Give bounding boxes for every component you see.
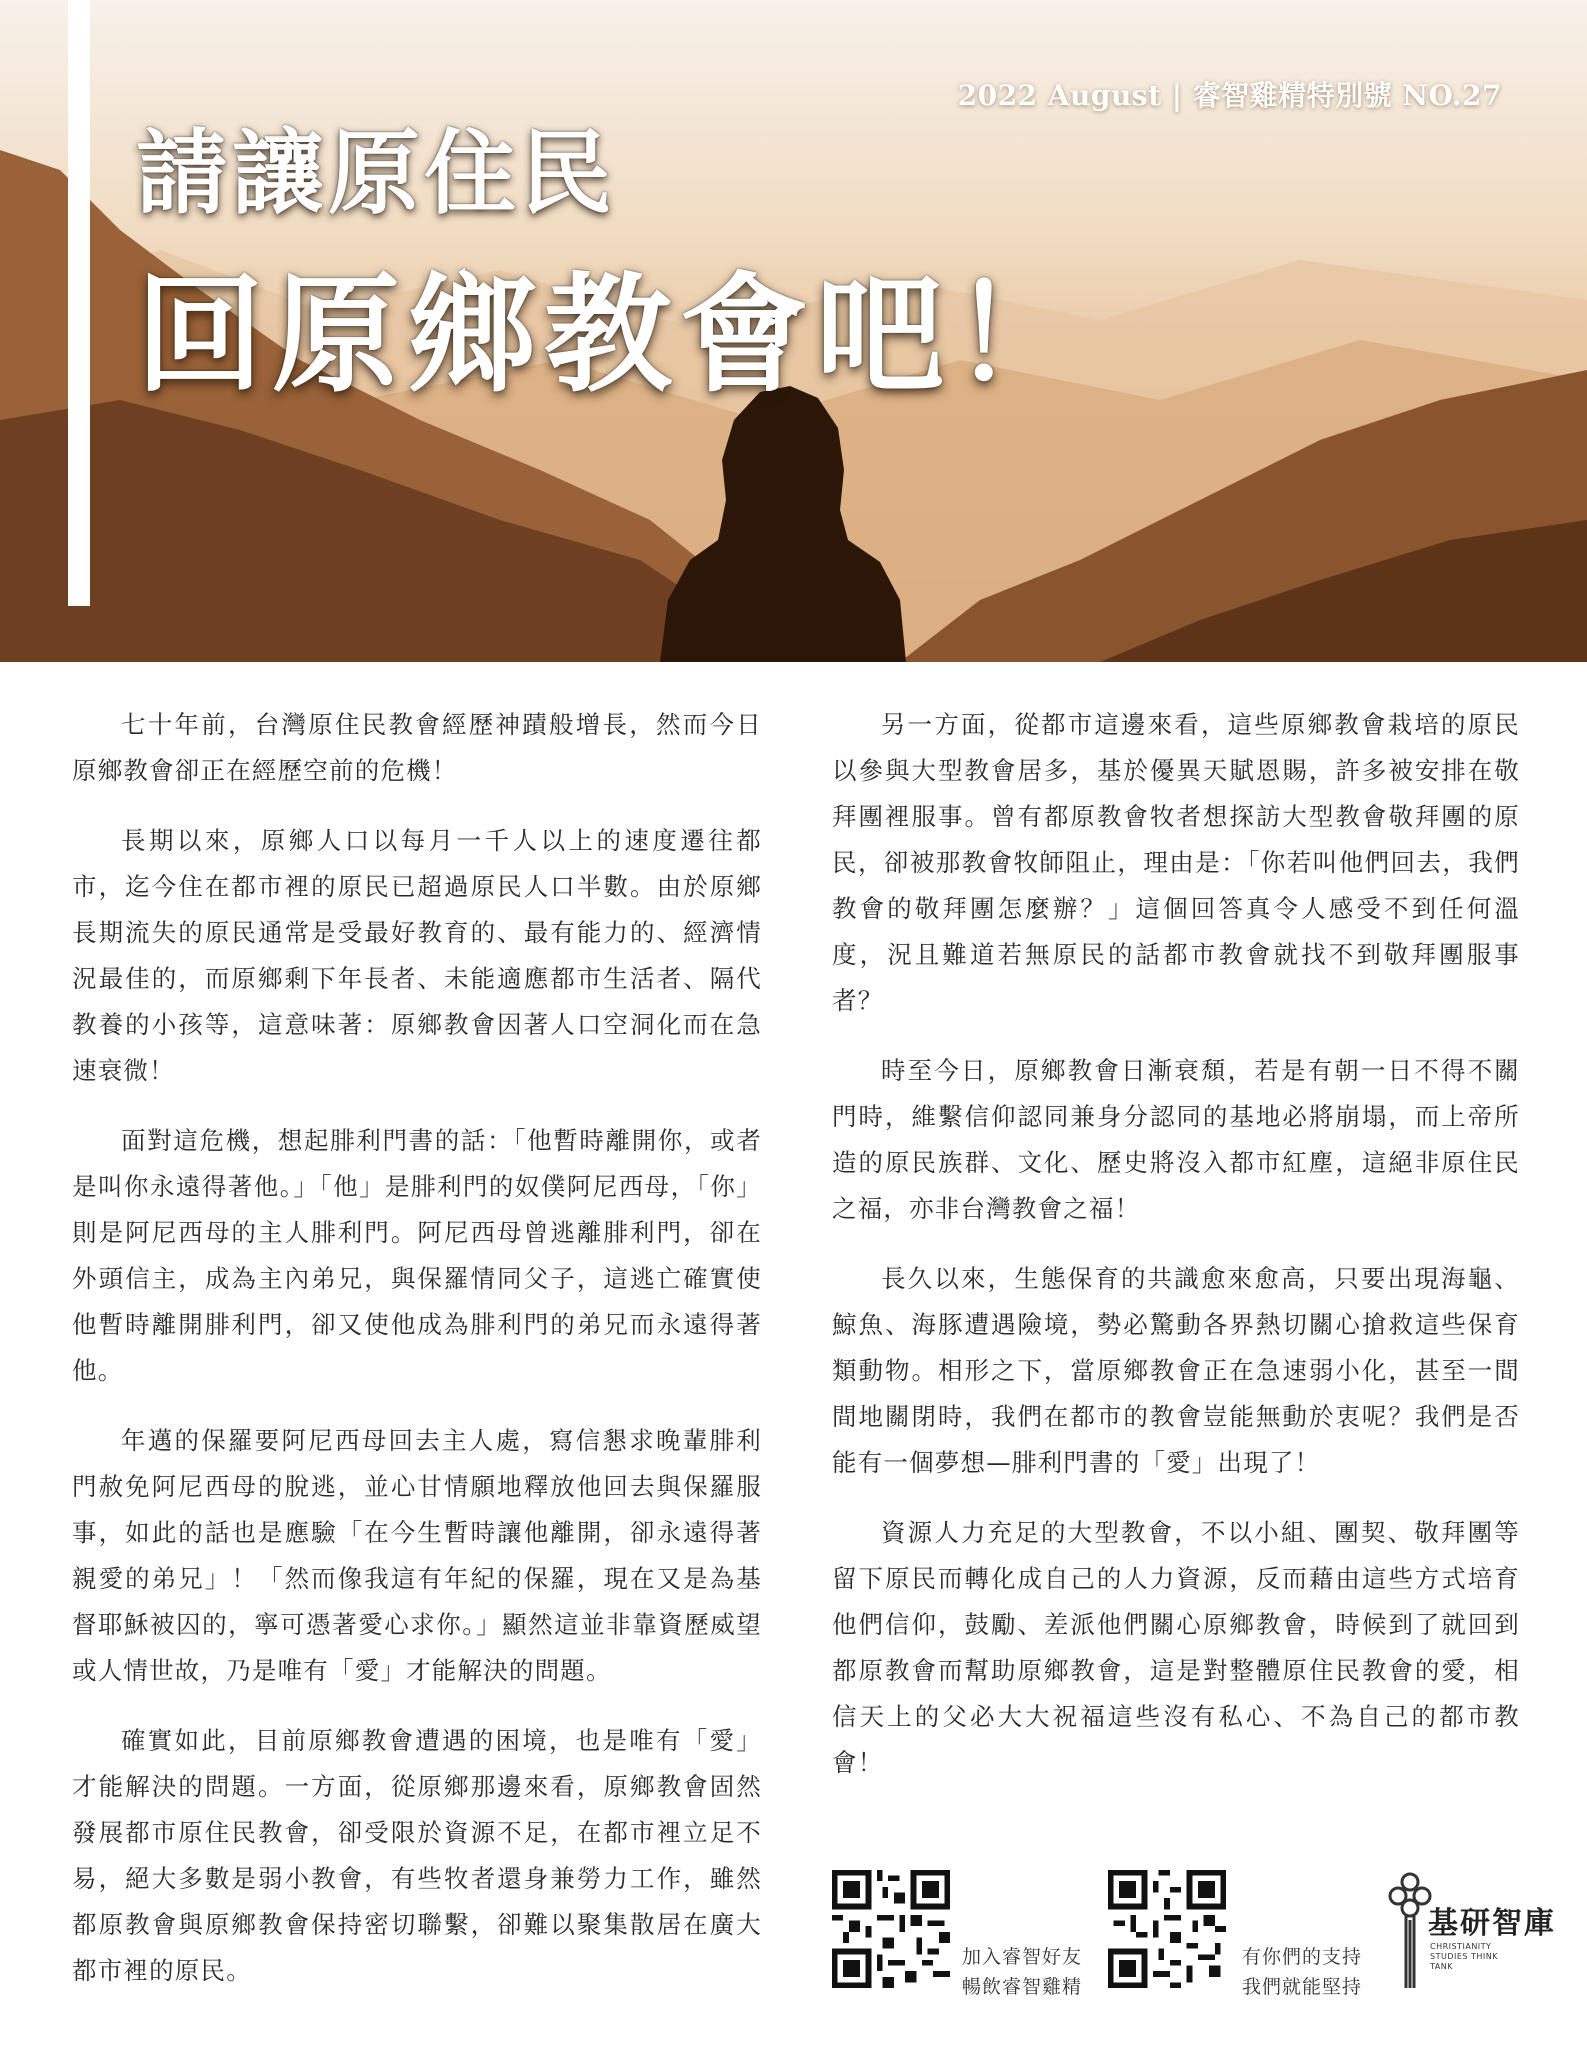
page-title-line-2: 回原鄉教會吧！ (136, 261, 1089, 410)
paragraph: 面對這危機，想起腓利門書的話：「他暫時離開你，或者是叫你永遠得著他。」「他」是腓利門的奴僕阿尼西母，「你」則是阿尼西母的主人腓利門。阿尼西母曾逃離腓利門，卻在外頭信主，成為主內弟兄，與保羅情同父子，這逃亡確實使他暫時離開腓利門，卻又使他成為腓利門的弟兄而永遠得著他。 (72, 1126, 762, 1385)
paragraph: 時至今日，原鄉教會日漸衰頹，若是有朝一日不得不關門時，維繫信仰認同兼身分認同的基地必將崩塌，而上帝所造的原民族群、文化、歷史將沒入都市紅塵，這絕非原住民之福，亦非台灣教會之福！ (832, 1056, 1520, 1223)
paragraph: 年邁的保羅要阿尼西母回去主人處，寫信懇求晚輩腓利門赦免阿尼西母的脫逃，並心甘情願地釋放他回去與保羅服事，如此的話也是應驗「在今生暫時讓他離開，卻永遠得著親愛的弟兄」！「然而像我這有年紀的保羅，現在又是為基督耶穌被囚的，寧可憑著愛心求你。」顯然這並非靠資歷威望或人情世故，乃是唯有「愛」才能解決的問題。 (72, 1426, 762, 1685)
right-column (832, 702, 1520, 1810)
qr1-caption (962, 1942, 1082, 2002)
paragraph: 長久以來，生態保育的共識愈來愈高，只要出現海龜、鯨魚、海豚遭遇險境，勢必驚動各界熱切關心搶救這些保育類動物。相形之下，當原鄉教會正在急速弱小化，甚至一間間地關閉時，我們在都市的教會豈能無動於衷呢？我們是否能有一個夢想—腓利門書的「愛」出現了！ (832, 1264, 1520, 1477)
qr-code-join-friends[interactable] (832, 1870, 950, 1988)
qr1-caption-line-1: 加入睿智好友 (962, 1946, 1083, 1968)
paragraph: 資源人力充足的大型教會，不以小組、團契、敬拜團等留下原民而轉化成自己的人力資源，反而藉由這些方式培育他們信仰，鼓勵、差派他們關心原鄉教會，時候到了就回到都原教會而幫助原鄉教會，這是對整體原住民教會的愛，相信天上的父必大大祝福這些沒有私心、不為自己的都市教會！ (832, 1518, 1520, 1777)
issue-line: 2022 August | 睿智雞精特別號 NO.27 (957, 79, 1502, 112)
paragraph: 確實如此，目前原鄉教會遭遇的困境，也是唯有「愛」才能解決的問題。一方面，從原鄉那邊來看，原鄉教會固然發展都市原住民教會，卻受限於資源不足，在都市裡立足不易，絕大多數是弱小教會，有些牧者還身兼勞力工作，雖然都原教會與原鄉教會保持密切聯繫，卻難以聚集散居在廣大都市裡的原民。 (72, 1726, 762, 1985)
page-title-line-1: 請讓原住民 (136, 120, 617, 227)
qr2-caption-line-1: 有你們的支持 (1242, 1946, 1363, 1968)
qr-code-support[interactable] (1108, 1870, 1226, 1988)
accent-bar (68, 0, 90, 606)
left-column (72, 702, 762, 2018)
paragraph: 長期以來，原鄉人口以每月一千人以上的速度遷往都市，迄今住在都市裡的原民已超過原民人口半數。由於原鄉長期流失的原民通常是受最好教育的、最有能力的、經濟情況最佳的，而原鄉剩下年長者、未能適應都市生活者、隔代教養的小孩等，這意味著：原鄉教會因著人口空洞化而在急速衰微！ (72, 826, 762, 1085)
hero-banner (0, 0, 1587, 662)
qr2-caption-line-2: 我們就能堅持 (1242, 1976, 1363, 1998)
paragraph: 另一方面，從都市這邊來看，這些原鄉教會栽培的原民以參與大型教會居多，基於優異天賦恩賜，許多被安排在敬拜團裡服事。曾有都原教會牧者想探訪大型教會敬拜團的原民，卻被那教會牧師阻止，理由是：「你若叫他們回去，我們教會的敬拜團怎麼辦？」這個回答真令人感受不到任何溫度，況且難道若無原民的話都市教會就找不到敬拜團服事者？ (832, 710, 1520, 1015)
logo-name: 基研智庫 (1428, 1906, 1556, 1941)
paragraph: 七十年前，台灣原住民教會經歷神蹟般增長，然而今日原鄉教會卻正在經歷空前的危機！ (72, 710, 762, 785)
qr1-caption-line-2: 暢飲睿智雞精 (962, 1976, 1083, 1998)
logo-english-name: CHRISTIANITY STUDIES THINK TANK (1430, 1942, 1499, 1971)
qr2-caption (1242, 1942, 1362, 2002)
